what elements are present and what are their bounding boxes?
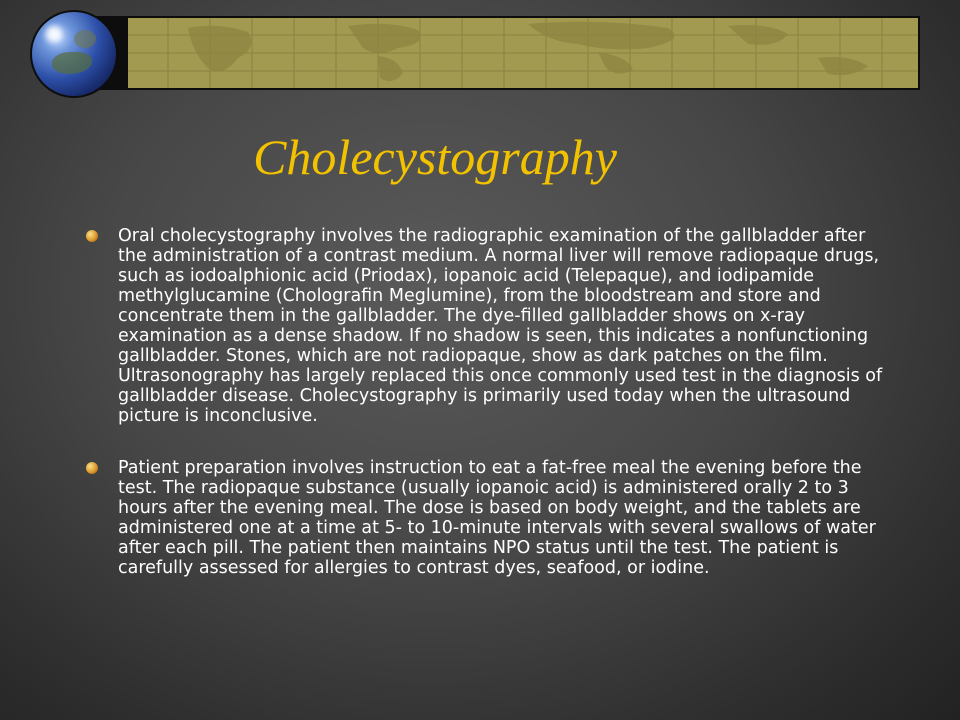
bullet-marker-icon [86, 462, 98, 474]
bullet-marker-icon [86, 230, 98, 242]
bullet-list [86, 226, 886, 578]
world-map-strip [128, 18, 918, 88]
slide-title: Cholecystography [253, 129, 617, 185]
globe-icon [32, 12, 116, 96]
bullet-text: Oral cholecystography involves the radiographic examination of the gallbladder after the administration of a contrast medium. A normal liver will remove radiopaque drugs, such as iodoalphionic acid (Priodax), iopanoic acid (Telepaque), and iodipamide methylglucamine (Cholografin Meglumine), from the bloodstream and store and concentrate them in the gallbladder. The dye-filled gallbladder shows on x-ray examination as a dense shadow. If no shadow is seen, this indicates a nonfunctioning gallbladder. Stones, which are not radiopaque, show as dark patches on the film. Ultrasonography has largely replaced this once commonly used test in the diagnosis of gallbladder disease. Cholecystography is primarily used today when the ultrasound picture is inconclusive. [118, 226, 883, 426]
world-map-graphic [128, 18, 918, 88]
bullet-item [86, 458, 886, 578]
bullet-item [86, 226, 886, 426]
bullet-text: Patient preparation involves instruction to eat a fat-free meal the evening before the test. The radiopaque substance (usually iopanoic acid) is administered orally 2 to 3 hours after the evening meal. The dose is based on body weight, and the tablets are administered one at a time at 5- to 10-minute intervals with several swallows of water after each pill. The patient then maintains NPO status until the test. The patient is carefully assessed for allergies to contrast dyes, seafood, or iodine. [118, 458, 876, 578]
